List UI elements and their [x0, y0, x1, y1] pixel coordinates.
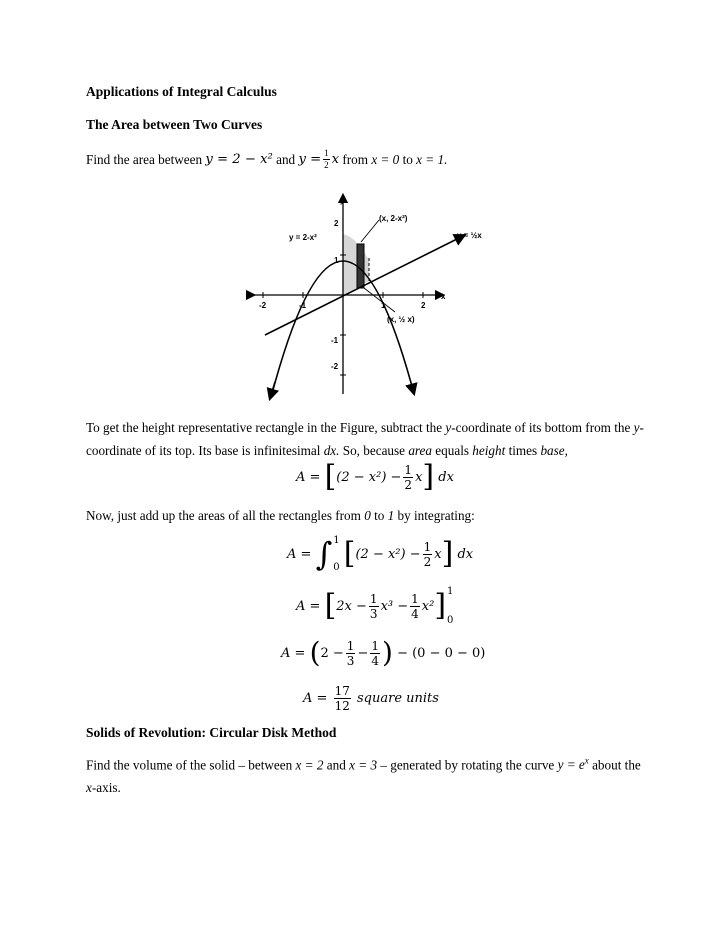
fraction-denominator: 12	[334, 698, 350, 713]
evaluation-upper-limit: 1	[447, 586, 454, 597]
bottom-point-pointer	[364, 288, 395, 312]
problem-to: to	[402, 151, 413, 167]
volume-problem	[86, 750, 646, 799]
curve-label: y = 2-x²	[289, 233, 317, 242]
x-tick-label: -2	[259, 301, 267, 310]
volume-curve	[558, 757, 589, 772]
volume-axis: x	[86, 780, 92, 796]
explanation-y: y	[445, 420, 452, 435]
parabola-left-arrow	[271, 382, 275, 395]
x-axis-label: x	[441, 292, 446, 301]
step3-fraction	[346, 640, 356, 667]
fraction-numerator: 1	[369, 591, 378, 606]
explanation-paragraph	[86, 416, 646, 462]
x-tick-label: 2	[421, 301, 426, 310]
fraction-denominator: 2	[404, 477, 413, 492]
step2-term: x²	[421, 598, 435, 614]
evaluation-limits	[447, 586, 453, 626]
step3-minus: −	[357, 645, 369, 661]
fraction-numerator: 1	[346, 638, 355, 653]
explanation-text: times	[508, 443, 538, 458]
fraction-denominator: 2	[423, 554, 432, 569]
step2-fraction	[369, 593, 379, 620]
explanation-height: height	[472, 443, 506, 458]
fraction-denominator: 3	[369, 606, 378, 621]
problem-from: from	[342, 151, 369, 167]
step1-dx: dx	[457, 546, 474, 562]
fraction-denominator: 3	[346, 653, 355, 668]
problem-x1: x = 1.	[416, 151, 448, 167]
integral-lower-limit: 0	[333, 562, 340, 573]
antiderivative-step	[296, 584, 453, 628]
explanation-y: y	[633, 420, 640, 435]
formula-lhs: A =	[296, 469, 321, 485]
volume-text: – generated by rotating the curve	[380, 757, 555, 773]
result-fraction	[334, 685, 351, 712]
top-point-label: (x, 2-x²)	[379, 214, 408, 223]
result-units: square units	[356, 690, 439, 706]
fraction-numerator: 1	[423, 539, 432, 554]
top-point-pointer	[361, 220, 379, 242]
step3-fraction	[370, 640, 380, 667]
y-tick-label: 1	[334, 256, 339, 265]
y-tick-label: 2	[334, 219, 339, 228]
bracket-close: ]	[434, 588, 447, 623]
evaluation-step	[281, 633, 485, 673]
explanation-text: equals	[435, 443, 469, 458]
problem-pre: Find the area between	[86, 151, 203, 167]
bracket-open: [	[324, 588, 337, 623]
equation-line-left: y =	[298, 151, 322, 167]
step1-fraction	[423, 541, 433, 568]
formula-fraction	[403, 464, 413, 491]
formula-dx: dx	[438, 469, 454, 485]
formula-x: x	[415, 469, 423, 485]
section-heading-disk-method: Solids of Revolution: Circular Disk Method	[86, 725, 337, 740]
integrate-upper: 1	[387, 508, 395, 523]
integrate-lower: 0	[364, 508, 371, 523]
volume-x2: x = 2	[295, 757, 324, 773]
integrate-paragraph	[86, 504, 475, 527]
explanation-area: area	[408, 443, 432, 458]
curve-base: y = e	[557, 757, 585, 773]
y-tick-label: -1	[331, 336, 339, 345]
explanation-text: -coordinate of its top. Its base is infinitesimal	[86, 420, 644, 458]
explanation-text: So, because	[342, 443, 406, 458]
paren-open: (	[309, 636, 321, 669]
step3-lhs: A =	[281, 645, 306, 661]
explanation-text: -coordinate of its bottom from the	[451, 420, 631, 435]
fraction-numerator: 1	[371, 638, 379, 653]
y-axis-label: y	[340, 196, 345, 205]
volume-text: about the	[592, 757, 641, 773]
fraction-denominator: 4	[371, 653, 379, 668]
bracket-close: ]	[441, 536, 454, 571]
volume-text: and	[326, 757, 346, 773]
formula-inner: (2 − x²) −	[336, 469, 402, 485]
curve-exponent: x	[584, 756, 589, 766]
volume-x3: x = 3	[349, 757, 378, 773]
line-label: y = ½x	[457, 231, 482, 240]
equation-line-fraction	[323, 149, 330, 170]
section-heading-area: The Area between Two Curves	[86, 117, 263, 132]
integral-step	[287, 532, 473, 576]
fraction-denominator: 2	[324, 159, 329, 170]
volume-text: -axis.	[91, 780, 121, 796]
bottom-point-label: (x, ½ x)	[387, 315, 415, 324]
explanation-dx: dx.	[323, 443, 340, 458]
evaluation-lower-limit: 0	[447, 615, 454, 626]
step2-fraction	[410, 593, 420, 620]
explanation-base: base,	[540, 443, 568, 458]
integrate-text: to	[374, 508, 385, 523]
problem-and: and	[276, 151, 296, 167]
representative-rectangle	[357, 244, 364, 288]
step3-term: 2 −	[320, 645, 344, 661]
fraction-numerator: 1	[324, 147, 329, 158]
explanation-text: To get the height representative rectangle in the Figure, subtract the	[86, 420, 443, 435]
step1-lhs: A =	[287, 546, 312, 562]
equation-line-right: x	[331, 151, 340, 167]
result-lhs: A =	[303, 690, 328, 706]
integral-sign: ∫	[315, 535, 333, 573]
integral-upper-limit: 1	[333, 535, 340, 546]
volume-text: Find the volume of the solid – between	[86, 757, 293, 773]
step1-x: x	[434, 546, 442, 562]
step3-rest: − (0 − 0 − 0)	[397, 645, 486, 661]
area-formula	[296, 458, 454, 496]
problem-statement	[86, 146, 447, 172]
paren-close: )	[381, 636, 393, 669]
equation-curve: y = 2 − x²	[205, 151, 273, 167]
y-tick-label: -2	[331, 362, 339, 371]
page-title: Applications of Integral Calculus	[86, 84, 277, 99]
x-tick-label: 1	[381, 301, 386, 310]
fraction-numerator: 1	[404, 462, 413, 477]
integrate-text: by integrating:	[397, 508, 475, 523]
bracket-open: [	[324, 459, 337, 494]
area-figure	[245, 192, 485, 402]
problem-x0: x = 0	[371, 151, 400, 167]
shaded-area	[343, 234, 369, 295]
step2-term: x³ −	[380, 598, 409, 614]
integral-limits	[333, 535, 339, 573]
result-step	[303, 678, 439, 718]
bracket-open: [	[343, 536, 356, 571]
bracket-close: ]	[422, 459, 435, 494]
fraction-denominator: 4	[411, 606, 419, 621]
step2-term: 2x −	[336, 598, 367, 614]
fraction-numerator: 17	[334, 683, 350, 698]
x-tick-label: -1	[299, 301, 307, 310]
integrate-text: Now, just add up the areas of all the rectangles from	[86, 508, 361, 523]
step1-inner: (2 − x²) −	[355, 546, 421, 562]
step2-lhs: A =	[296, 598, 321, 614]
fraction-numerator: 1	[411, 591, 419, 606]
